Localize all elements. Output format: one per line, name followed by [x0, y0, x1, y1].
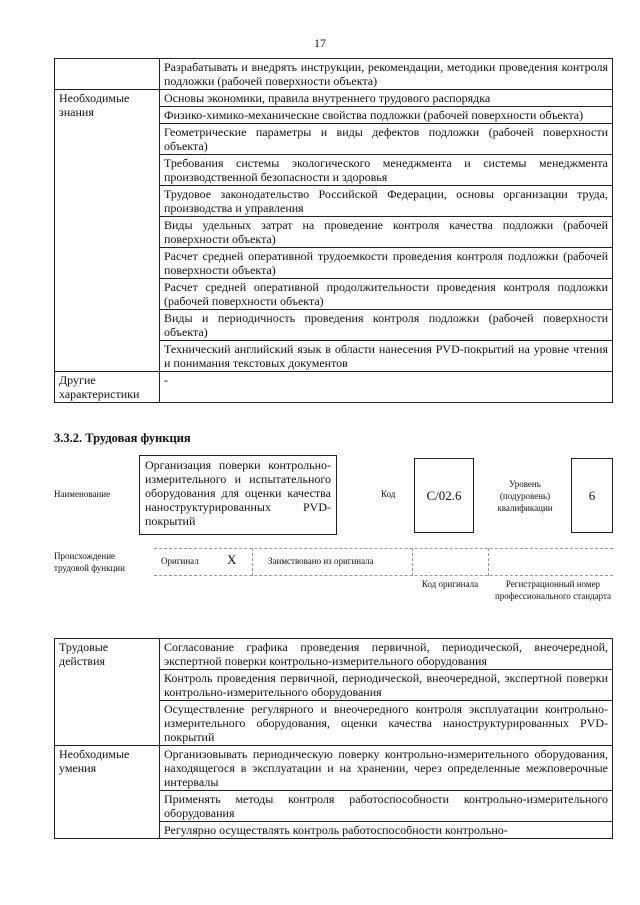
function-code-box: C/02.6 — [414, 458, 474, 533]
list-item: Применять методы контроля работоспособности контрольно-измерительного оборудования — [160, 791, 613, 822]
origin-divider — [252, 548, 253, 576]
origin-original-mark: X — [227, 552, 237, 567]
list-item: Виды удельных затрат на проведение контроля качества подложки (рабочей поверхности объекта) — [160, 217, 613, 248]
origin-divider — [488, 548, 489, 576]
table-row — [55, 59, 613, 90]
origin-original-label: Оригинал — [161, 556, 199, 566]
origin-label: Происхождение трудовой функции — [54, 551, 125, 573]
row-label-skills: Необходимые умения — [55, 746, 160, 839]
row-label-actions: Трудовые действия — [55, 639, 160, 746]
table-row — [55, 90, 613, 107]
origin-borrowed-label: Заимствовано из оригинала — [268, 556, 374, 566]
list-item: Виды и периодичность проведения контроля подложки (рабочей поверхности объекта) — [160, 310, 613, 341]
original-code-caption: Код оригинала — [421, 579, 479, 589]
list-item: Физико-химико-механические свойства подложки (рабочей поверхности объекта) — [160, 107, 613, 124]
list-item: Разрабатывать и внедрять инструкции, рекомендации, методики проведения контроля подложки (рабочей поверхности объекта) — [160, 59, 613, 90]
list-item: Трудовое законодательство Российской Федерации, основы организации труда, производства и управления — [160, 186, 613, 217]
list-item: Расчет средней оперативной продолжительности проведения контроля подложки (рабочей поверхности объекта) — [160, 279, 613, 310]
origin-divider — [412, 548, 413, 576]
registration-number-caption: Регистрационный номер профессионального стандарта — [494, 579, 612, 601]
row-label-empty — [55, 59, 160, 90]
list-item: Требования системы экологического менеджмента и системы менеджмента производственной безопасности и здоровья — [160, 155, 613, 186]
list-item: Согласование графика проведения первичной, периодической, внеочередной, экспертной поверки контрольно-измерительного оборудования — [160, 639, 613, 670]
qualification-level-box: 6 — [571, 458, 613, 533]
list-item: Технический английский язык в области нанесения PVD-покрытий на уровне чтения и понимания текстовых документов — [160, 341, 613, 372]
list-item: Контроль проведения первичной, периодической, внеочередной, экспертной поверки контрольно-измерительного оборудования — [160, 670, 613, 701]
knowledge-table — [54, 58, 613, 403]
row-label-knowledge: Необходимые знания — [55, 90, 160, 372]
name-label: Наименование — [54, 489, 111, 499]
level-label: Уровень (подуровень) квалификации — [497, 479, 553, 513]
actions-skills-table — [54, 638, 613, 839]
table-row — [55, 372, 613, 403]
list-item: Геометрические параметры и виды дефектов подложки (рабочей поверхности объекта) — [160, 124, 613, 155]
origin-row — [154, 548, 613, 576]
page-number: 17 — [314, 36, 326, 50]
list-item: Осуществление регулярного и внеочередного контроля эксплуатации контрольно-измерительного оборудования, оценки качества наноструктурированных PVD-покрытий — [160, 701, 613, 746]
table-row — [55, 746, 613, 791]
function-name-box: Организация поверки контрольно-измерительного и испытательного оборудования для оценки качества наноструктурированных PVD-покрытий — [139, 455, 337, 535]
code-label: Код — [381, 489, 396, 499]
section-heading: 3.3.2. Трудовая функция — [54, 431, 191, 445]
list-item: Организовывать периодическую поверку контрольно-измерительного оборудования, находящегося в эксплуатации и на хранении, через определенные межповерочные интервалы — [160, 746, 613, 791]
list-item: Расчет средней оперативной трудоемкости проведения контроля подложки (рабочей поверхности объекта) — [160, 248, 613, 279]
list-item: Основы экономики, правила внутреннего трудового распорядка — [160, 90, 613, 107]
list-item: Регулярно осуществлять контроль работоспособности контрольно- — [160, 822, 613, 839]
other-characteristics-value: - — [160, 372, 613, 403]
table-row — [55, 639, 613, 670]
row-label-other: Другие характеристики — [55, 372, 160, 403]
